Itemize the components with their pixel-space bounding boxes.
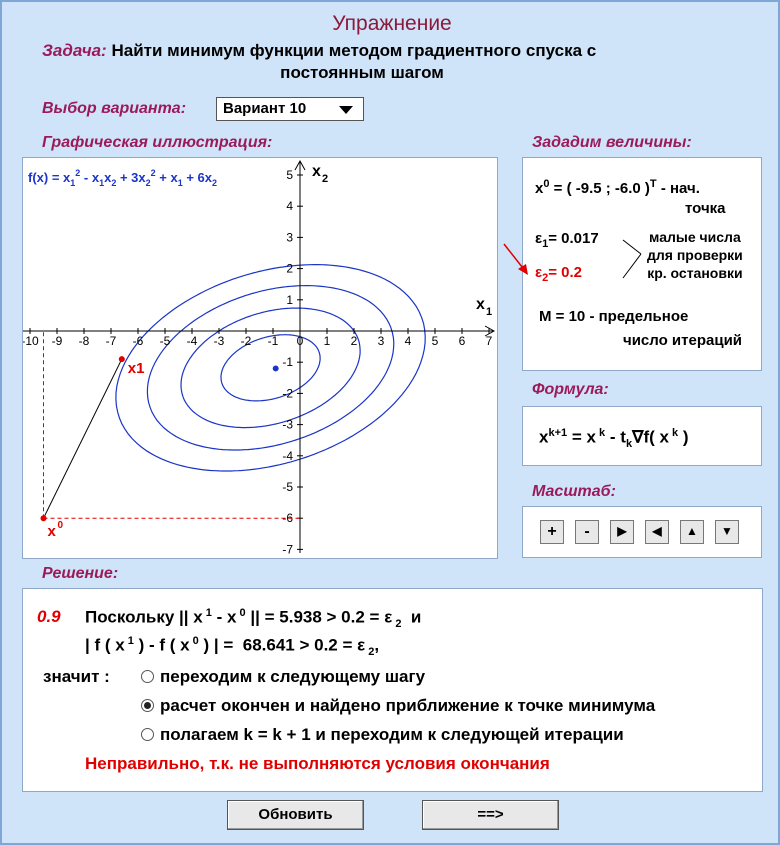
x-tick-label: -8 (78, 334, 90, 348)
y-tick-label: 5 (286, 168, 293, 182)
y-axis-label: x (312, 163, 321, 180)
radio-selected-icon[interactable] (141, 699, 154, 712)
y-tick-label: -4 (282, 448, 293, 463)
x-tick-label: 5 (431, 334, 439, 348)
x-axis-label-sub: 1 (486, 306, 493, 318)
page-title: Упражнение (332, 12, 452, 35)
y-axis-label-sub: 2 (322, 173, 329, 185)
function-formula: $f(x) = x_1^2 - x_1x_2 + 3x_2^2 + x_1 + 6x_2$ (28, 168, 218, 188)
zoom-in-button[interactable]: + (540, 520, 564, 544)
point-x0-label-sup: 0 (57, 520, 64, 532)
point-x0-label: x (47, 523, 56, 541)
scale-label: Масштаб: (532, 483, 616, 500)
contour-plot (23, 158, 497, 558)
params-label: Зададим величины: (532, 134, 692, 151)
params-panel (522, 157, 762, 371)
y-tick-label: -2 (282, 386, 293, 401)
verdict-text: Неправильно, т.к. не выполняются условия окончания (85, 754, 550, 773)
solution-panel (22, 588, 763, 792)
pan-down-button[interactable]: ▼ (715, 520, 739, 544)
radio-icon[interactable] (141, 728, 154, 741)
x-tick-label: -3 (213, 334, 225, 348)
pan-right-button[interactable]: ▶ (610, 520, 634, 544)
point-x1 (119, 356, 125, 362)
eps-note: малые числа для проверки кр. остановки (647, 229, 743, 281)
radio-icon[interactable] (141, 670, 154, 683)
x-tick-label: 0 (296, 334, 304, 348)
y-tick-label: -6 (282, 511, 293, 526)
x-tick-label: -7 (105, 334, 117, 348)
y-tick-label: -7 (282, 542, 293, 557)
means-label: значит : (43, 667, 110, 686)
x-tick-label: -6 (132, 334, 144, 348)
option-finished[interactable]: расчет окончен и найдено приближение к точке минимума (141, 696, 655, 716)
x-tick-label: -2 (240, 334, 252, 348)
option-next-step[interactable]: переходим к следующему шагу (141, 667, 425, 687)
solution-label: Решение: (42, 565, 119, 582)
x-tick-label: 1 (323, 334, 331, 348)
chevron-down-icon[interactable] (339, 106, 353, 114)
x-axis-label: x (476, 296, 485, 313)
x-tick-label: 7 (485, 334, 493, 348)
scale-panel (522, 506, 762, 558)
y-tick-label: -5 (282, 480, 293, 494)
M-value: M = 10 - предельное (539, 308, 689, 325)
variant-select[interactable] (216, 97, 364, 121)
x0-caption: точка (685, 200, 726, 217)
eps2-value: $\varepsilon_2= 0.2$ (535, 264, 583, 284)
contour-line (181, 308, 360, 428)
graph-panel (22, 157, 498, 559)
variant-label: Выбор варианта: (42, 100, 187, 117)
x-tick-label: -9 (51, 334, 63, 348)
task-text-2: постоянным шагом (280, 63, 444, 82)
point-x1-label: x1 (127, 360, 145, 378)
task-text-1: Найти минимум функции методом градиентного спуска с (111, 41, 597, 60)
graph-label: Графическая иллюстрация: (42, 134, 273, 151)
task-statement (42, 40, 742, 84)
y-tick-label: 4 (286, 199, 293, 214)
point-minimum (273, 365, 279, 371)
y-tick-label: -1 (282, 355, 293, 370)
formula-text: $x^{k+1} = x$ $^k - t_k\nabla f$( x $^k$ ) (539, 427, 689, 451)
eps1-value: $\varepsilon_1= 0.017$ (535, 230, 599, 250)
pan-left-button[interactable]: ◀ (645, 520, 669, 544)
y-tick-label: 1 (286, 292, 293, 307)
task-label: Задача: (42, 41, 107, 60)
next-button[interactable]: ==> (422, 800, 559, 830)
point-x0 (41, 515, 47, 521)
variant-select-value: Вариант 10 (223, 100, 307, 117)
brace-lines (621, 230, 651, 290)
x-tick-label: -4 (186, 334, 198, 348)
solution-line-1: Поскольку || x $^1$ - x $^0$ || = 5.938 > 0.2 = ε $_2$ и (85, 607, 422, 631)
x-tick-label: 4 (404, 334, 412, 348)
zoom-out-button[interactable]: - (575, 520, 599, 544)
contour-line (116, 265, 425, 471)
x-tick-label: 6 (458, 334, 466, 348)
option-next-iteration[interactable]: полагаем k = k + 1 и переходим к следующей итерации (141, 725, 624, 745)
x-tick-label: -10 (23, 334, 39, 348)
x-tick-label: 2 (350, 334, 358, 348)
y-tick-label: -3 (282, 417, 293, 432)
refresh-button[interactable]: Обновить (227, 800, 364, 830)
x0-value: $x^0$ = ( -9.5 ; -6.0 )$^T$ - нач. (535, 178, 700, 197)
formula-panel (522, 406, 762, 466)
solution-line-2: | f ( x $^1$ ) - f ( x $^0$ ) | = 68.641 > 0.2 = ε $_2$, (85, 635, 380, 659)
step-line (44, 359, 122, 518)
formula-label: Формула: (532, 381, 609, 398)
arrow-right-icon (502, 242, 532, 278)
x-tick-label: 3 (377, 334, 385, 348)
M-caption: число итераций (623, 332, 743, 349)
pan-up-button[interactable]: ▲ (680, 520, 704, 544)
step-value: 0.9 (37, 607, 61, 626)
x-tick-label: -1 (267, 334, 279, 348)
y-tick-label: 3 (286, 230, 293, 245)
y-tick-label: 2 (286, 261, 293, 276)
x-tick-label: -5 (159, 334, 171, 348)
